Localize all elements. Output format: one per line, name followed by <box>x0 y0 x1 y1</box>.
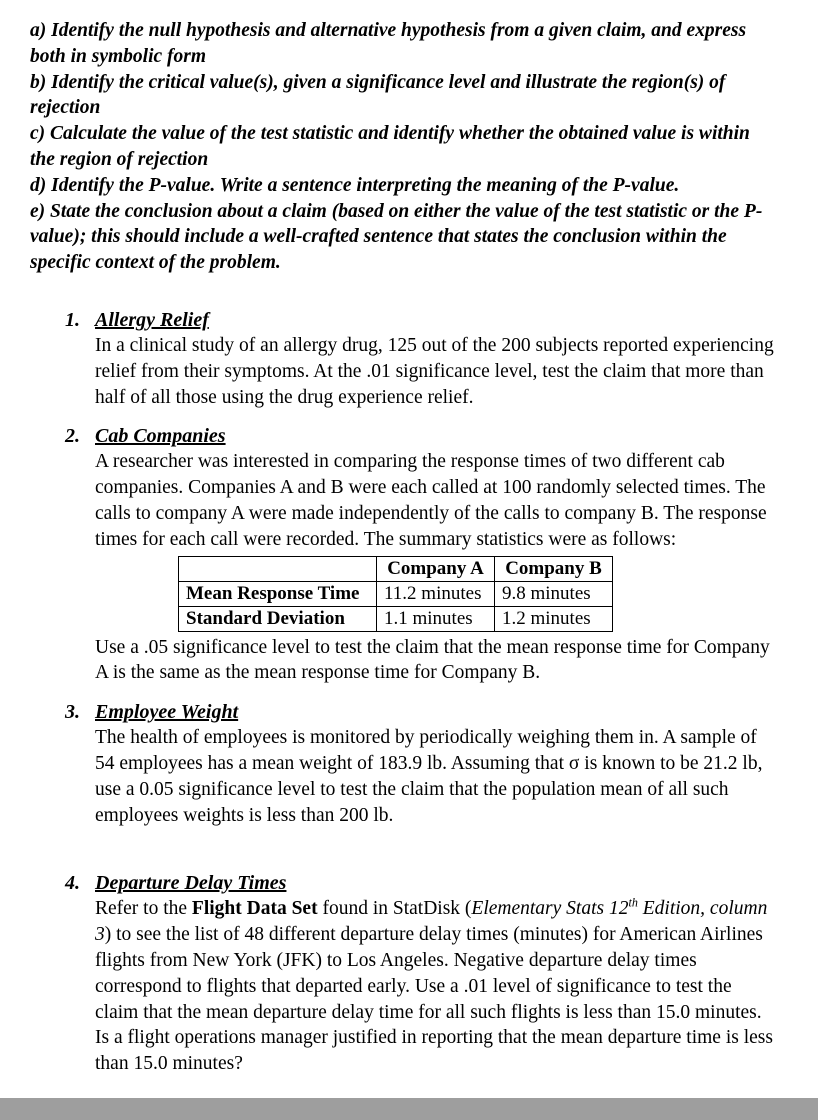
table-header-company-b: Company B <box>495 556 613 581</box>
flight-data-set-bold-text: Flight Data Set <box>191 898 318 920</box>
objective-e: e) State the conclusion about a claim (based on either the value of the test statistic or the P-value); this should include a well-crafted sentence that states the conclusion within the specific context of the problem. <box>30 200 763 274</box>
book-title-italic-text: Elementary Stats 12 <box>471 898 629 920</box>
ordinal-superscript: th <box>628 895 638 910</box>
problem-4 <box>65 870 776 1077</box>
problem-3-number: 3. <box>65 701 80 724</box>
problems-list <box>65 307 776 1077</box>
table-corner-cell <box>179 556 377 581</box>
problem-1-number: 1. <box>65 308 80 331</box>
table-cell-mean-b: 9.8 minutes <box>495 581 613 606</box>
problem-2-body-question: Use a .05 significance level to test the claim that the mean response time for Company A is the same as the mean response time for Company B. <box>95 636 770 684</box>
body-text: Refer to the <box>95 898 192 920</box>
problem-3-body: The health of employees is monitored by periodically weighing them in. A sample of 54 employees has a mean weight of 183.9 lb. Assuming that σ is known to be 21.2 lb, use a 0.05 significance level to test the claim that the population mean of all such employees weights is less than 200 lb. <box>95 727 763 826</box>
problem-1-body: In a clinical study of an allergy drug, 125 out of the 200 subjects reported experiencing relief from their symptoms. At the .01 significance level, test the claim that more than half of all those using the drug experience relief. <box>95 334 774 408</box>
table-cell-mean-a: 11.2 minutes <box>377 581 495 606</box>
page-bottom-edge <box>0 1098 818 1120</box>
problem-3 <box>65 699 776 828</box>
problem-2-body-intro: A researcher was interested in comparing the response times of two different cab companies. Companies A and B were each called at 100 randomly selected times. The calls to company A were made independently of the calls to company B. The response times for each call were recorded. The summary statistics were as follows: <box>95 451 767 550</box>
problem-4-number: 4. <box>65 872 80 895</box>
body-text: found in StatDisk ( <box>317 898 472 920</box>
objective-a: a) Identify the null hypothesis and alternative hypothesis from a given claim, and express both in symbolic form <box>30 20 747 67</box>
body-text: ) to see the list of 48 different departure delay times (minutes) for American Airlines flights from New York (JFK) to Los Angeles. Negative departure delay times correspond to flights that departed early. Use a .01 level of significance to test the claim that the mean departure delay time for all such flights is less than 15.0 minutes. Is a flight operations manager justified in reporting that the mean departure time is less than 15.0 minutes? <box>95 924 773 1075</box>
table-cell-sd-b: 1.2 minutes <box>495 606 613 631</box>
problem-2-content <box>95 423 776 686</box>
problem-1 <box>65 307 776 410</box>
table-cell-sd-a: 1.1 minutes <box>377 606 495 631</box>
problem-4-content <box>95 870 776 1077</box>
table-row-mean <box>179 581 613 606</box>
problem-4-body <box>95 896 776 1077</box>
objective-b: b) Identify the critical value(s), given a significance level and illustrate the region(s) of rejection <box>30 71 726 119</box>
table-row-label-mean: Mean Response Time <box>179 581 377 606</box>
problem-2-title: Cab Companies <box>95 425 226 448</box>
problem-3-title: Employee Weight <box>95 701 239 724</box>
problem-1-content <box>95 307 776 410</box>
problem-2-number: 2. <box>65 425 80 448</box>
problem-2 <box>65 423 776 686</box>
summary-statistics-table <box>178 556 613 632</box>
problem-1-title: Allergy Relief <box>95 308 209 331</box>
problem-4-title: Departure Delay Times <box>95 872 287 895</box>
objective-c: c) Calculate the value of the test statistic and identify whether the obtained value is within the region of rejection <box>30 123 750 170</box>
book-title-italic-text: Edition, column 3 <box>95 898 768 946</box>
table-header-company-a: Company A <box>377 556 495 581</box>
objective-d: d) Identify the P-value. Write a sentence interpreting the meaning of the P-value. <box>30 174 680 196</box>
problem-3-content <box>95 699 776 828</box>
table-row-sd <box>179 606 613 631</box>
table-header-row <box>179 556 613 581</box>
table-row-label-sd: Standard Deviation <box>179 606 377 631</box>
objectives-list <box>30 18 776 276</box>
